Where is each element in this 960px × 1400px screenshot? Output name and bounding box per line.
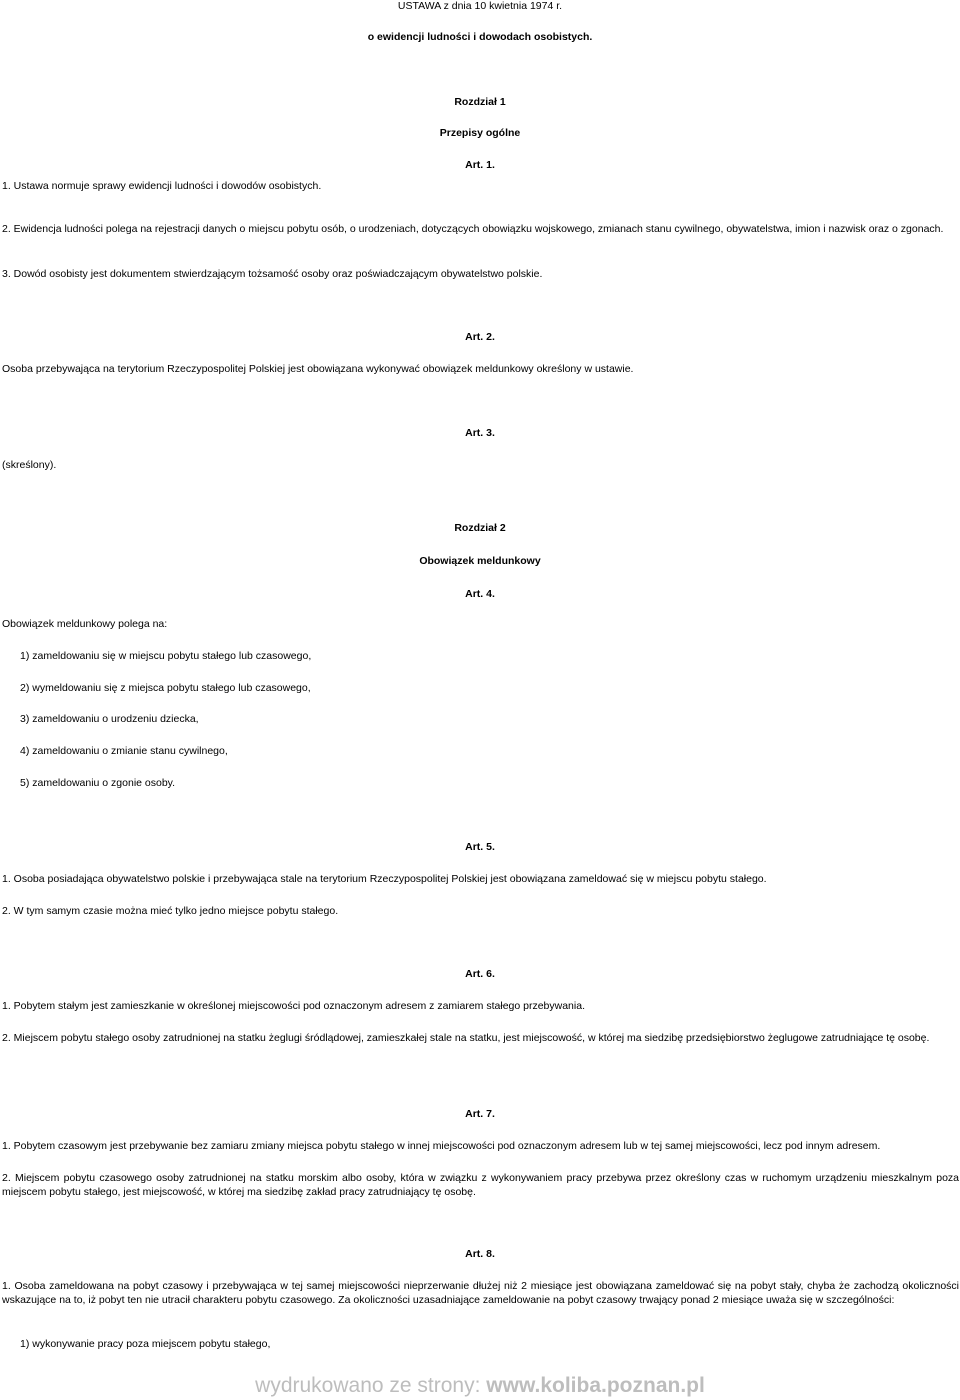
chapter-1-name: Przepisy ogólne bbox=[439, 127, 521, 139]
chapter-2-name: Obowiązek meldunkowy bbox=[419, 555, 541, 567]
document-subtitle: o ewidencji ludności i dowodach osobistych. bbox=[367, 31, 593, 43]
art-4-heading: Art. 4. bbox=[465, 588, 495, 600]
print-footer bbox=[0, 1374, 960, 1398]
art-8-paragraph-1: 1. Osoba zameldowana na pobyt czasowy i przebywająca w tej samej miejscowości nieprzerwanie dłużej niż 2 miesiące jest obowiązana zameldować się na pobyt stały, chyba że zachodzą okoliczności wskazujące na to, iż pobyt ten nie utracił charakteru pobytu czasowego. Za okoliczności uzasadniające zameldowanie na pobyt czasowy trwający ponad 2 miesiące uważa się w szczególności: bbox=[2, 1280, 959, 1306]
art-1-paragraph-3: 3. Dowód osobisty jest dokumentem stwierdzającym tożsamość osoby oraz poświadczającym obywatelstwo polskie. bbox=[2, 268, 543, 280]
art-8-heading: Art. 8. bbox=[465, 1248, 495, 1260]
art-5-heading: Art. 5. bbox=[465, 841, 495, 853]
art-8-list-item: 1) wykonywanie pracy poza miejscem pobytu stałego, bbox=[20, 1338, 271, 1350]
footer-prefix: wydrukowano ze strony: bbox=[255, 1374, 481, 1397]
art-1-paragraph-1: 1. Ustawa normuje sprawy ewidencji ludności i dowodów osobistych. bbox=[2, 180, 322, 192]
art-4-list-item: 1) zameldowaniu się w miejscu pobytu stałego lub czasowego, bbox=[20, 650, 312, 662]
art-6-paragraph-2: 2. Miejscem pobytu stałego osoby zatrudnionej na statku żeglugi śródlądowej, zamieszkałej stale na statku, jest miejscowość, w której ma siedzibę przedsiębiorstwo żeglugowe zatrudniające tę osobę. bbox=[2, 1032, 930, 1044]
art-5-paragraph-1: 1. Osoba posiadająca obywatelstwo polskie i przebywająca stale na terytorium Rzeczypospolitej Polskiej jest obowiązana zameldować się w miejscu pobytu stałego. bbox=[2, 873, 767, 885]
art-7-paragraph-2: 2. Miejscem pobytu czasowego osoby zatrudnionej na statku morskim albo osoby, która w związku z wykonywaniem pracy przebywa przez określony czas w ruchomym urządzeniu mieszkalnym poza miejscem pobytu stałego, jest miejscowość, w której ma siedzibę zakład pracy zatrudniający tę osobę. bbox=[2, 1172, 959, 1198]
art-7-paragraph-1: 1. Pobytem czasowym jest przebywanie bez zamiaru zmiany miejsca pobytu stałego w innej miejscowości pod oznaczonym adresem lub w tej samej miejscowości, lecz pod innym adresem. bbox=[2, 1140, 881, 1152]
document-title: USTAWA z dnia 10 kwietnia 1974 r. bbox=[397, 0, 563, 12]
art-4-list-item: 3) zameldowaniu o urodzeniu dziecka, bbox=[20, 713, 199, 725]
art-7-heading: Art. 7. bbox=[465, 1108, 495, 1120]
art-2-paragraph-1: Osoba przebywająca na terytorium Rzeczypospolitej Polskiej jest obowiązana wykonywać obowiązek meldunkowy określony w ustawie. bbox=[2, 363, 634, 375]
footer-site-link[interactable]: www.koliba.poznan.pl bbox=[486, 1374, 705, 1397]
art-5-paragraph-2: 2. W tym samym czasie można mieć tylko jedno miejsce pobytu stałego. bbox=[2, 905, 339, 917]
art-4-list-item: 4) zameldowaniu o zmianie stanu cywilnego, bbox=[20, 745, 228, 757]
art-4-intro: Obowiązek meldunkowy polega na: bbox=[2, 618, 168, 630]
art-2-heading: Art. 2. bbox=[465, 331, 495, 343]
art-1-heading: Art. 1. bbox=[465, 159, 495, 171]
art-6-heading: Art. 6. bbox=[465, 968, 495, 980]
art-6-paragraph-1: 1. Pobytem stałym jest zamieszkanie w określonej miejscowości pod oznaczonym adresem z zamiarem stałego przebywania. bbox=[2, 1000, 585, 1012]
art-1-paragraph-2: 2. Ewidencja ludności polega na rejestracji danych o miejscu pobytu osób, o urodzeniach, dotyczących obowiązku wojskowego, zmianach stanu cywilnego, obywatelstwa, imion i nazwisk oraz o zgonach. bbox=[2, 223, 944, 235]
art-4-list-item: 2) wymeldowaniu się z miejsca pobytu stałego lub czasowego, bbox=[20, 682, 311, 694]
art-4-list-item: 5) zameldowaniu o zgonie osoby. bbox=[20, 777, 176, 789]
chapter-1-label: Rozdział 1 bbox=[454, 96, 506, 108]
art-3-paragraph-1: (skreślony). bbox=[2, 459, 57, 471]
art-3-heading: Art. 3. bbox=[465, 427, 495, 439]
chapter-2-label: Rozdział 2 bbox=[454, 522, 506, 534]
